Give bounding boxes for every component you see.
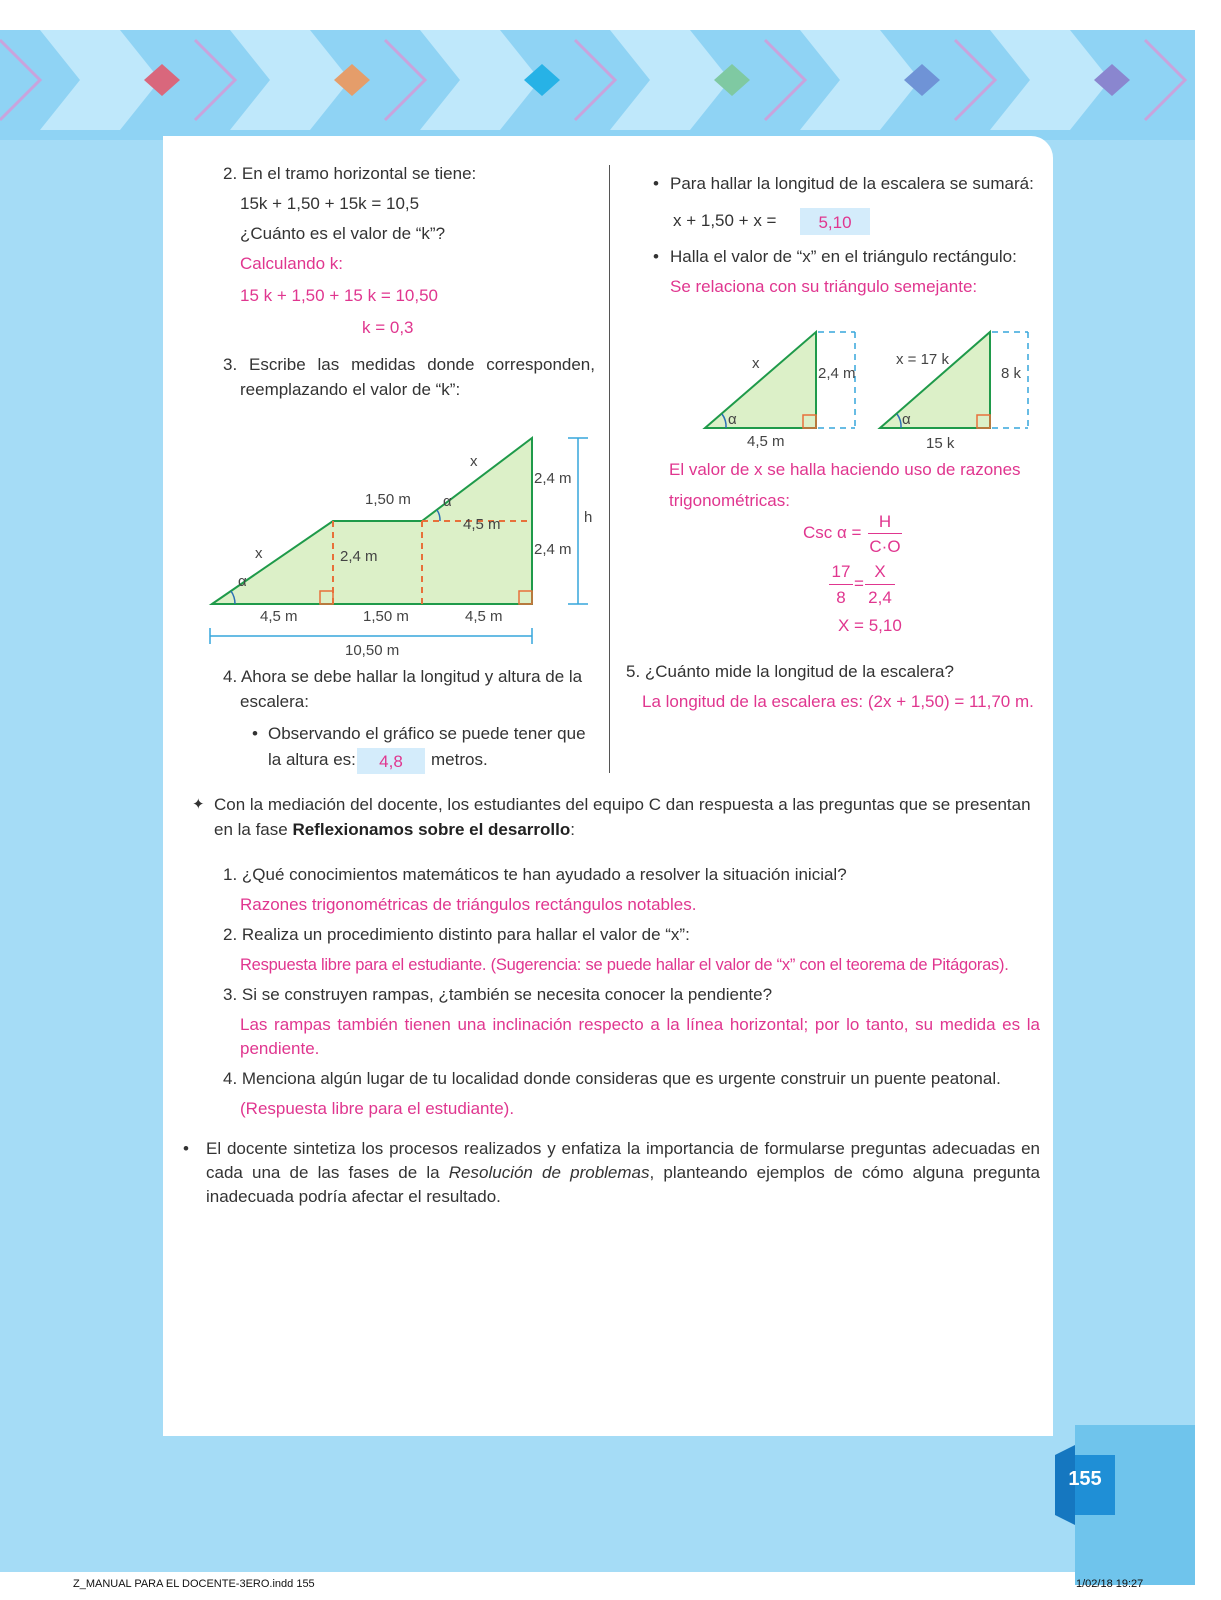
q2-answer-result: k = 0,3 — [362, 318, 414, 337]
final-paragraph: El docente sintetiza los procesos realizados y enfatiza la importancia de formularse preguntas adecuadas en cada una de las fases de la Resolución de problemas, planteando ejemplos de cómo alguna pregunta inadecuada podría afectar el resultado. — [206, 1139, 1041, 1206]
final-bullet-dot: • — [183, 1139, 189, 1158]
triangle-small — [705, 332, 816, 428]
frac2-denominator: 2,4 — [868, 588, 892, 607]
reflect-a1: Razones trigonométricas de triángulos rectángulos notables. — [240, 895, 697, 914]
tri1-leg: 2,4 m — [818, 365, 856, 382]
frac2-bar — [865, 584, 895, 585]
reflect-intro-line2: en la fase Reflexionamos sobre el desarrollo: — [214, 820, 575, 839]
fig-len-24-right-upper: 2,4 m — [534, 470, 572, 487]
csc-fraction-bar — [868, 533, 902, 534]
q2-answer-label: Calculando k: — [240, 254, 344, 273]
tri1-alpha: α — [728, 411, 737, 428]
fig-bottom-150: 1,50 m — [363, 608, 409, 625]
fig-alpha-lower: α — [238, 573, 247, 590]
final-italic: Resolución de problemas — [448, 1163, 650, 1182]
fig-h: h — [584, 509, 593, 526]
right-bullet2: Halla el valor de “x” en el triángulo rectángulo: — [670, 247, 1017, 266]
right-bullet1-dot: • — [653, 174, 659, 193]
q3-line2: reemplazando el valor de “k”: — [240, 380, 461, 399]
reflect-q4: 4. Menciona algún lugar de tu localidad donde consideras que es urgente construir un puente peatonal. — [223, 1069, 1001, 1088]
fig-len-24-mid: 2,4 m — [340, 548, 378, 565]
q3-line1: 3. Escribe las medidas donde corresponden, — [223, 355, 595, 374]
reflect-q2: 2. Realiza un procedimiento distinto para hallar el valor de “x”: — [223, 925, 690, 944]
fig-x-lower: x — [255, 545, 263, 562]
star-bullet-icon: ✦ — [192, 796, 205, 813]
q2-title: 2. En el tramo horizontal se tiene: — [223, 164, 477, 183]
tri1-base: 4,5 m — [747, 433, 785, 450]
frac1-denominator: 8 — [836, 588, 846, 607]
csc-denominator: C·O — [869, 537, 901, 556]
height-answer-box: 4,8 — [357, 748, 425, 774]
reflect-q1: 1. ¿Qué conocimientos matemáticos te han ayudado a resolver la situación inicial? — [223, 865, 847, 884]
tri2-leg: 8 k — [1001, 365, 1022, 382]
q4-line1: 4. Ahora se debe hallar la longitud y altura de la — [223, 667, 583, 686]
fig-len-24-right-lower: 2,4 m — [534, 541, 572, 558]
reflect-intro-line1: Con la mediación del docente, los estudiantes del equipo C dan respuesta a las preguntas que se presentan — [214, 795, 1031, 814]
fig-total: 10,50 m — [345, 642, 400, 659]
triangle-large — [880, 332, 990, 428]
q5-answer: La longitud de la escalera es: (2x + 1,50) = 11,70 m. — [642, 692, 1034, 711]
q4-bullet-line1: Observando el gráfico se puede tener que — [268, 724, 586, 743]
column-divider — [609, 165, 610, 773]
q2-question: ¿Cuánto es el valor de “k”? — [240, 224, 446, 243]
q2-answer-equation: 15 k + 1,50 + 15 k = 10,50 — [240, 286, 439, 305]
ramp-figure — [200, 430, 600, 670]
q4-bullet-suffix: metros. — [431, 750, 488, 769]
footer-date: 1/02/18 19:27 — [1076, 1578, 1144, 1590]
frac-equals: = — [854, 574, 864, 593]
x-result: X = 5,10 — [838, 616, 902, 635]
frac2-numerator: X — [874, 562, 886, 581]
fig-bottom-45-left: 4,5 m — [260, 608, 298, 625]
fig-len-45-mid: 4,5 m — [463, 516, 501, 533]
reflect-a4: (Respuesta libre para el estudiante). — [240, 1099, 515, 1118]
tri1-hyp: x — [752, 355, 760, 372]
csc-label: Csc α = — [803, 523, 862, 542]
relate-text: Se relaciona con su triángulo semejante: — [670, 277, 978, 296]
reflect-a3: Las rampas también tienen una inclinación respecto a la línea horizontal; por lo tanto, su medida es la pendiente. — [240, 1015, 1040, 1058]
q2-equation: 15k + 1,50 + 15k = 10,5 — [240, 194, 420, 213]
page-number: 155 — [1068, 1468, 1102, 1490]
q5: 5. ¿Cuánto mide la longitud de la escalera? — [626, 662, 954, 681]
phase-name: Reflexionamos sobre el desarrollo — [292, 820, 571, 839]
decorative-header-band — [0, 30, 1195, 140]
q4-bullet-prefix: la altura es: — [268, 750, 356, 769]
tri2-hyp: x = 17 k — [896, 351, 949, 368]
fig-x-upper: x — [470, 453, 478, 470]
fig-len-150-top: 1,50 m — [365, 491, 411, 508]
frac1-numerator: 17 — [831, 562, 851, 581]
fig-alpha-upper: α — [443, 493, 452, 510]
trig-line1: El valor de x se halla haciendo uso de razones — [669, 460, 1021, 479]
fig-bottom-45-right: 4,5 m — [465, 608, 503, 625]
page-badge-shape — [1055, 1420, 1195, 1590]
q4-bullet-dot: • — [252, 724, 258, 743]
frac1-bar — [829, 584, 853, 585]
right-bullet1: Para hallar la longitud de la escalera se sumará: — [670, 174, 1034, 193]
reflect-a2: Respuesta libre para el estudiante. (Sugerencia: se puede hallar el valor de “x” con el teorema de Pitágoras). — [240, 956, 1009, 974]
sum-equation: x + 1,50 + x = — [673, 211, 777, 230]
csc-numerator: H — [878, 512, 892, 531]
footer-file: Z_MANUAL PARA EL DOCENTE-3ERO.indd 155 — [73, 1578, 315, 1590]
similar-triangles-figure — [690, 318, 1035, 458]
q4-line2: escalera: — [240, 692, 309, 711]
sum-answer-box: 5,10 — [800, 208, 870, 235]
right-bullet2-dot: • — [653, 247, 659, 266]
trig-line2: trigonométricas: — [669, 491, 790, 510]
reflect-q3: 3. Si se construyen rampas, ¿también se necesita conocer la pendiente? — [223, 985, 773, 1004]
tri2-base: 15 k — [926, 435, 955, 452]
tri2-alpha: α — [902, 411, 911, 428]
